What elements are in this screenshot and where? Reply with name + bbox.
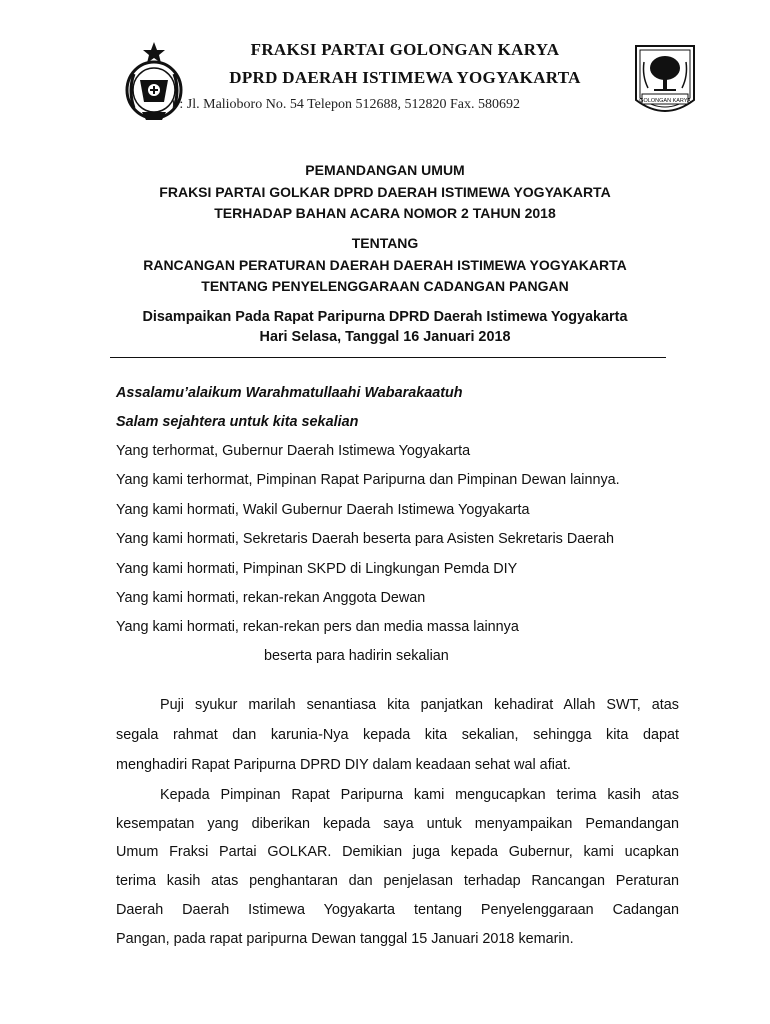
greeting-1: Assalamu’alaikum Warahmatullaahi Wabarakaatuh <box>116 385 463 401</box>
paragraph2-line2: kesempatan yang diberikan kepada saya untuk menyampaikan Pemandangan <box>116 816 679 832</box>
golkar-caption: GOLONGAN KARYA <box>639 98 691 104</box>
paragraph2-line4: terima kasih atas penghantaran dan penjelasan terhadap Rancangan Peraturan <box>116 873 679 889</box>
salutation-6: Yang kami hormati, rekan-rekan Anggota Dewan <box>116 590 426 606</box>
paragraph1-line1: Puji syukur marilah senantiasa kita panjatkan kehadirat Allah SWT, atas <box>160 697 679 713</box>
paragraph2-line1: Kepada Pimpinan Rapat Paripurna kami mengucapkan terima kasih atas <box>160 787 679 803</box>
salutation-5: Yang kami hormati, Pimpinan SKPD di Lingkungan Pemda DIY <box>116 561 518 577</box>
paragraph2-line3: Umum Fraksi Partai GOLKAR. Demikian juga kepada Gubernur, kami ucapkan <box>116 844 679 860</box>
salutation-1: Yang terhormat, Gubernur Daerah Istimewa Yogyakarta <box>116 443 471 459</box>
greeting-2: Salam sejahtera untuk kita sekalian <box>116 414 359 430</box>
title-line1: PEMANDANGAN UMUM <box>305 162 465 178</box>
paragraph2-line5: Daerah Daerah Istimewa Yogyakarta tentang Penyelenggaraan Cadangan <box>116 902 679 918</box>
title-line3: TERHADAP BAHAN ACARA NOMOR 2 TAHUN 2018 <box>214 205 556 221</box>
delivered-line: Disampaikan Pada Rapat Paripurna DPRD Daerah Istimewa Yogyakarta <box>142 309 628 325</box>
date-line: Hari Selasa, Tanggal 16 Januari 2018 <box>259 329 511 345</box>
paragraph1-line2: segala rahmat dan karunia-Nya kepada kita sekalian, sehingga kita dapat <box>116 727 679 743</box>
paragraph2-line6: Pangan, pada rapat paripurna Dewan tanggal 15 Januari 2018 kemarin. <box>116 931 574 947</box>
salutation-4: Yang kami hormati, Sekretaris Daerah beserta para Asisten Sekretaris Daerah <box>116 531 615 547</box>
salutation-3: Yang kami hormati, Wakil Gubernur Daerah Istimewa Yogyakarta <box>116 502 530 518</box>
title-line4: TENTANG <box>351 235 419 251</box>
title-line6: TENTANG PENYELENGGARAAN CADANGAN PANGAN <box>201 278 569 294</box>
title-line5: RANCANGAN PERATURAN DAERAH DAERAH ISTIMEWA YOGYAKARTA <box>143 257 627 273</box>
letterhead-line1: FRAKSI PARTAI GOLONGAN KARYA <box>250 40 560 59</box>
title-divider <box>110 357 666 358</box>
title-line2: FRAKSI PARTAI GOLKAR DPRD DAERAH ISTIMEWA YOGYAKARTA <box>159 184 611 200</box>
salutation-2: Yang kami terhormat, Pimpinan Rapat Paripurna dan Pimpinan Dewan lainnya. <box>116 472 620 488</box>
paragraph1-line3: menghadiri Rapat Paripurna DPRD DIY dalam keadaan sehat wal afiat. <box>116 757 571 773</box>
salutation-closing: beserta para hadirin sekalian <box>264 648 449 664</box>
letterhead-address: t : Jl. Malioboro No. 54 Telepon 512688, 512820 Fax. 580692 <box>172 97 520 112</box>
letterhead-line2: DPRD DAERAH ISTIMEWA YOGYAKARTA <box>229 68 581 87</box>
golkar-emblem-icon <box>630 42 700 122</box>
salutation-7: Yang kami hormati, rekan-rekan pers dan media massa lainnya <box>116 619 519 635</box>
